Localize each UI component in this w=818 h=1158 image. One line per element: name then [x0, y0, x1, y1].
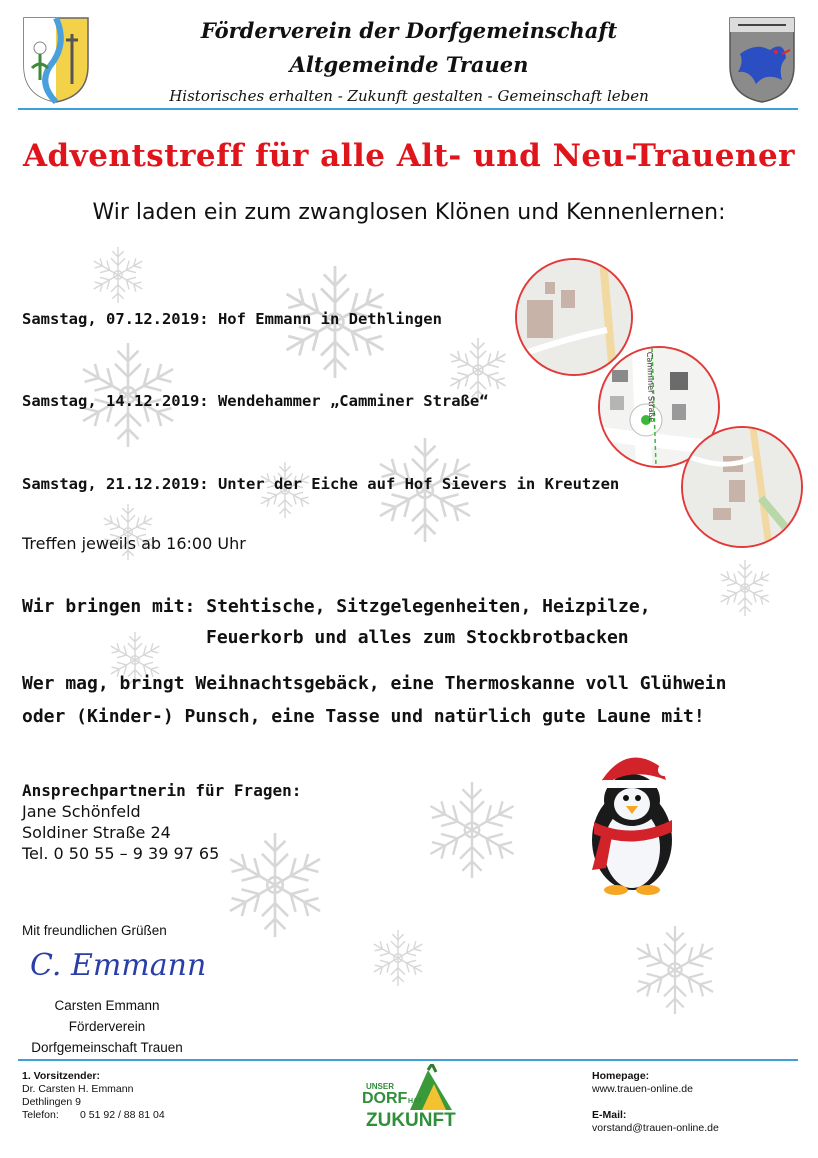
- invite-text: Wir laden ein zum zwanglosen Klönen und Kennenlernen:: [92, 200, 726, 225]
- chair-phone: 0 51 92 / 88 81 04: [80, 1109, 165, 1121]
- time-note: Treffen jeweils ab 16:00 Uhr: [22, 534, 246, 553]
- snowflake-icon: [424, 782, 519, 878]
- signature: C. Emmann: [30, 948, 207, 983]
- bring-line1: Wir bringen mit: Stehtische, Sitzgelegenheiten, Heizpilze,: [22, 596, 651, 617]
- guests-line1: Wer mag, bringt Weihnachtsgebäck, eine Thermoskanne voll Glühwein: [22, 673, 727, 694]
- event-date-2: Samstag, 14.12.2019: Wendehammer „Camminer Straße“: [22, 392, 489, 410]
- map-street-label: Camminer Straße: [644, 351, 657, 423]
- chair-label: 1. Vorsitzender:: [22, 1070, 100, 1082]
- header-line1: Förderverein der Dorfgemeinschaft: [200, 18, 618, 43]
- snowflake-icon: [90, 247, 145, 303]
- event-date-3: Samstag, 21.12.2019: Unter der Eiche auf Hof Sievers in Kreutzen: [22, 475, 620, 493]
- closing-block: [18, 995, 196, 1058]
- contact-phone: Tel. 0 50 55 – 9 39 97 65: [22, 844, 220, 863]
- event-date-1: Samstag, 07.12.2019: Hof Emmann in Dethlingen: [22, 310, 442, 328]
- logo-dorf: DORF: [362, 1090, 408, 1107]
- closing-greeting: Mit freundlichen Grüßen: [22, 923, 167, 938]
- logo-hat: HAT: [408, 1098, 422, 1105]
- bring-line2: Feuerkorb und alles zum Stockbrotbacken: [206, 627, 629, 648]
- header-divider: [18, 108, 798, 110]
- header-line2: Altgemeinde Trauen: [289, 52, 529, 77]
- logo-zukunft: ZUKUNFT: [366, 1110, 456, 1131]
- footer-divider: [18, 1059, 798, 1061]
- email-label: E-Mail:: [592, 1109, 627, 1121]
- footer-chair: [22, 1070, 165, 1122]
- header-motto: Historisches erhalten - Zukunft gestalten - Gemeinschaft leben: [169, 87, 649, 105]
- page-title: Adventstreff für alle Alt- und Neu-Trauener: [22, 138, 796, 174]
- closing-org2: Dorfgemeinschaft Trauen: [31, 1040, 183, 1055]
- map-dethlingen: [515, 258, 633, 376]
- logo-unser: UNSER: [366, 1082, 395, 1091]
- closing-org1: Förderverein: [68, 1019, 146, 1034]
- snowflake-icon: [631, 926, 718, 1014]
- snowflake-icon: [717, 560, 772, 616]
- contact-block: [22, 780, 301, 864]
- snowflake-icon: [370, 930, 425, 986]
- chair-address: Dethlingen 9: [22, 1096, 81, 1108]
- guests-line2: oder (Kinder-) Punsch, eine Tasse und natürlich gute Laune mit!: [22, 706, 705, 727]
- contact-street: Soldiner Straße 24: [22, 823, 171, 842]
- chair-name: Dr. Carsten H. Emmann: [22, 1083, 134, 1095]
- penguin-icon: [572, 740, 690, 900]
- dorf-hat-zukunft-logo: [360, 1064, 460, 1138]
- email-link[interactable]: vorstand@trauen-online.de: [592, 1122, 719, 1134]
- contact-heading: Ansprechpartnerin für Fragen:: [22, 781, 302, 800]
- map-kreutzen: [681, 426, 803, 548]
- footer-contact: [592, 1070, 719, 1135]
- contact-name: Jane Schönfeld: [22, 802, 141, 821]
- closing-name: Carsten Emmann: [54, 998, 160, 1013]
- phone-label: Telefon:: [22, 1109, 59, 1121]
- homepage-label: Homepage:: [592, 1070, 650, 1082]
- homepage-link[interactable]: www.trauen-online.de: [592, 1083, 693, 1095]
